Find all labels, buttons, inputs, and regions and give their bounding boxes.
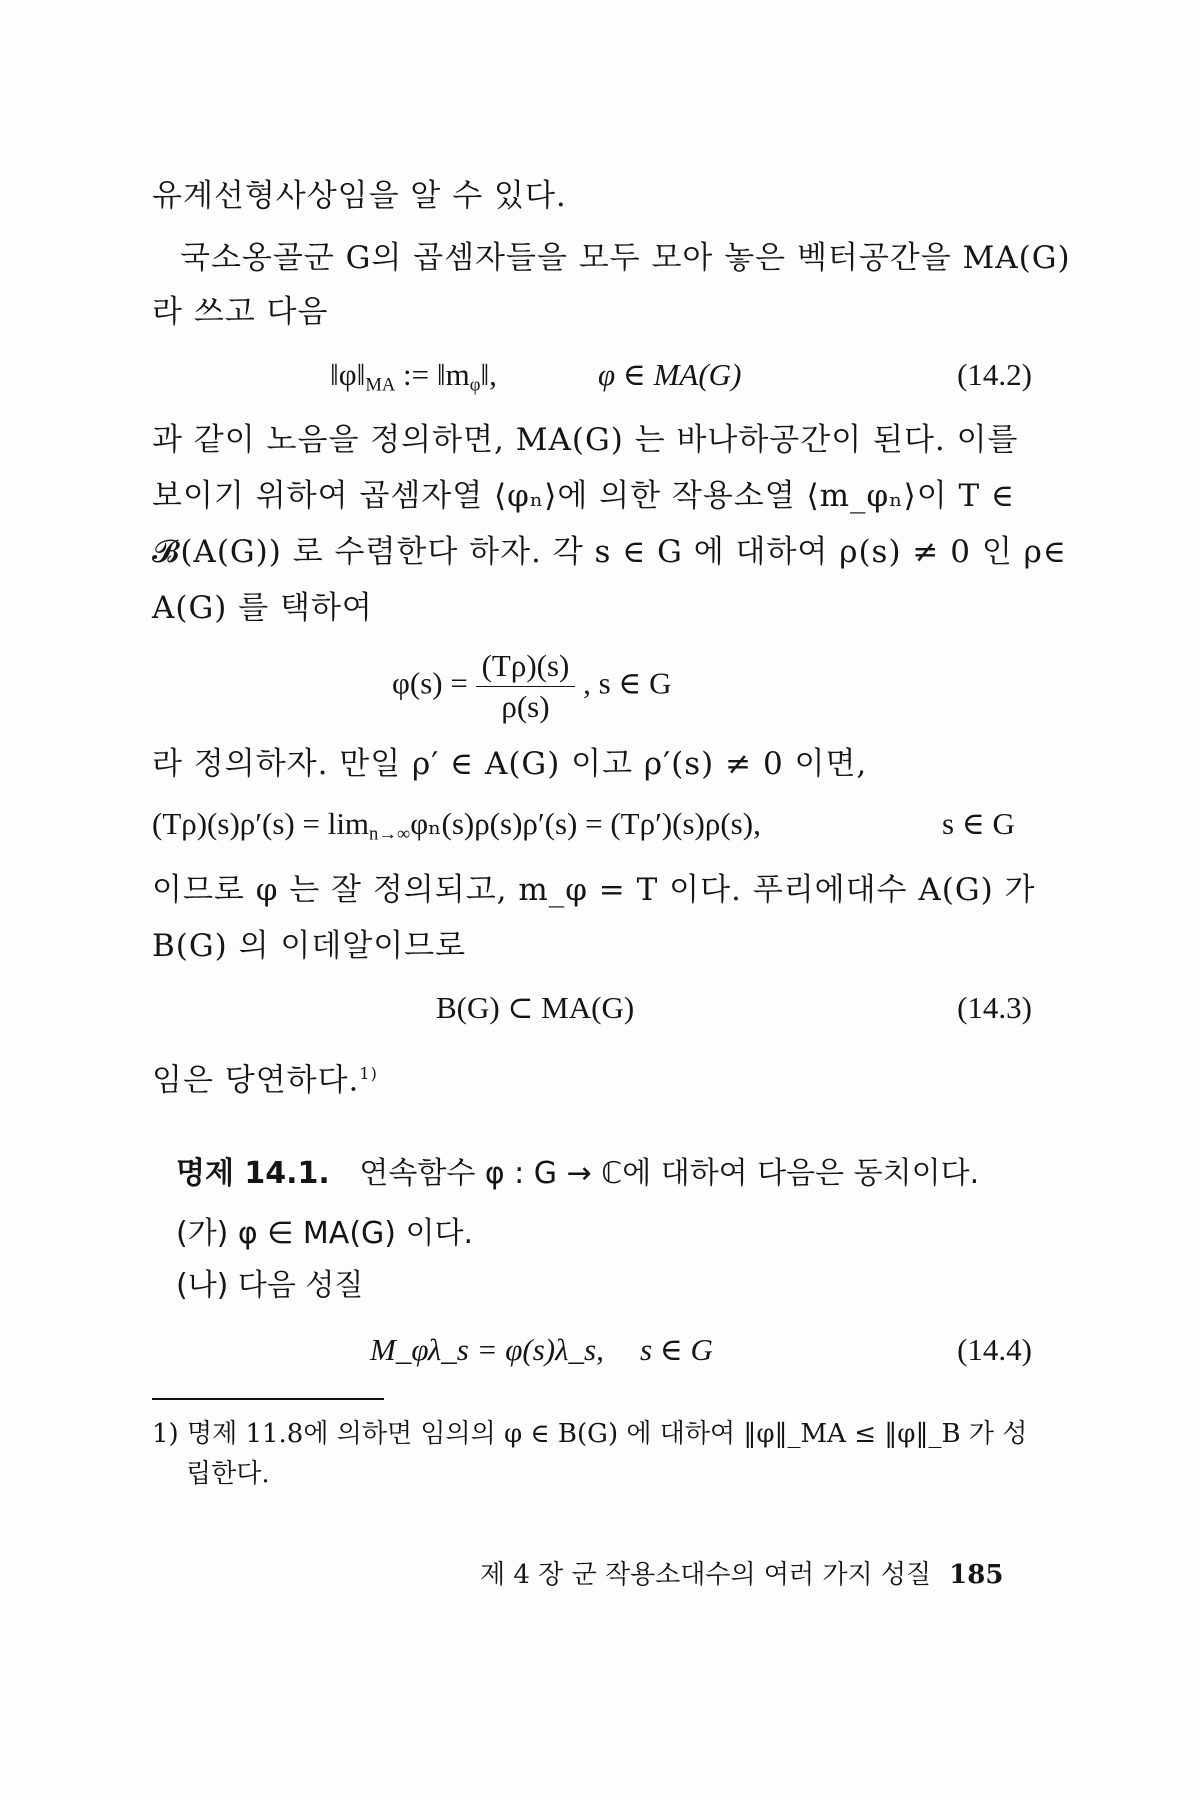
paragraph-line: 라 쓰고 다음: [152, 294, 329, 330]
footnote-rule: [152, 1398, 384, 1400]
footnote-line: 립한다.: [186, 1459, 270, 1489]
paragraph-line: 라 정의하자. 만일 ρ′ ∈ A(G) 이고 ρ′(s) ≠ 0 이면,: [152, 746, 868, 782]
fraction: $\frac{(T\rho)(s)}{\rho(s)}$: [476, 646, 576, 727]
equation-14-2: $‖\varphi‖_{MA}$ := $‖m_\varphi‖$,: [330, 357, 497, 396]
equation-condition: s ∈ G: [640, 1332, 713, 1367]
paragraph-line: B(G) 의 이데알이므로: [152, 928, 467, 964]
footnote-marker: 1): [359, 1064, 378, 1083]
equation-14-3: B(G) ⊂ MA(G): [436, 990, 635, 1025]
equation-number: (14.4): [957, 1332, 1032, 1367]
proposition-heading: 명제 14.1. 연속함수 φ : G → ℂ에 대하여 다음은 동치이다.: [176, 1156, 980, 1191]
equation-number: (14.3): [957, 990, 1032, 1025]
running-footer: 제 4 장 군 작용소대수의 여러 가지 성질 185: [480, 1560, 1004, 1590]
paragraph-line: 임은 당연하다.$^{1)}$: [152, 1062, 378, 1099]
paragraph-line: 𝓑(A(G)) 로 수렴한다 하자. 각 s ∈ G 에 대하여 ρ(s) ≠ 0 인 ρ∈: [152, 534, 1067, 570]
equation-number: (14.2): [957, 357, 1032, 392]
page-number: 185: [949, 1560, 1004, 1590]
footnote-line: 1) 명제 11.8에 의하면 임의의 φ ∈ B(G) 에 대하여 ‖φ‖_MA ≤ ‖φ‖_B 가 성: [152, 1419, 1028, 1449]
equation-condition: s ∈ G: [942, 806, 1015, 841]
paragraph-line: A(G) 를 택하여: [152, 590, 373, 626]
paragraph-line: 보이기 위하여 곱셈자열 ⟨φₙ⟩에 의한 작용소열 ⟨m_φₙ⟩이 T ∈: [152, 478, 1015, 514]
paragraph-line: 국소옹골군 G의 곱셈자들을 모두 모아 놓은 벡터공간을 MA(G): [180, 240, 1071, 276]
proposition-item: (가) φ ∈ MA(G) 이다.: [176, 1216, 474, 1251]
equation-condition: φ ∈ MA(G): [598, 357, 742, 392]
equation-14-4: M_φλ_s = φ(s)λ_s,: [370, 1332, 604, 1367]
equation-phi-definition: φ(s) = $\frac{(T\rho)(s)}{\rho(s)}$ , s ∈ G: [392, 646, 672, 727]
paragraph-line: 유계선형사상임을 알 수 있다.: [152, 178, 567, 214]
equation-limit: $(T\rho)(s)\rho'(s) = \lim_{n\to\infty}\varphi_n(s)\rho(s)\rho'(s) = (T\rho')(s)\rho(s)$,: [152, 806, 761, 845]
paragraph-line: 과 같이 노음을 정의하면, MA(G) 는 바나하공간이 된다. 이를: [152, 422, 1019, 458]
proposition-item: (나) 다음 성질: [176, 1268, 364, 1303]
paragraph-line: 이므로 φ 는 잘 정의되고, m_φ = T 이다. 푸리에대수 A(G) 가: [152, 872, 1036, 908]
